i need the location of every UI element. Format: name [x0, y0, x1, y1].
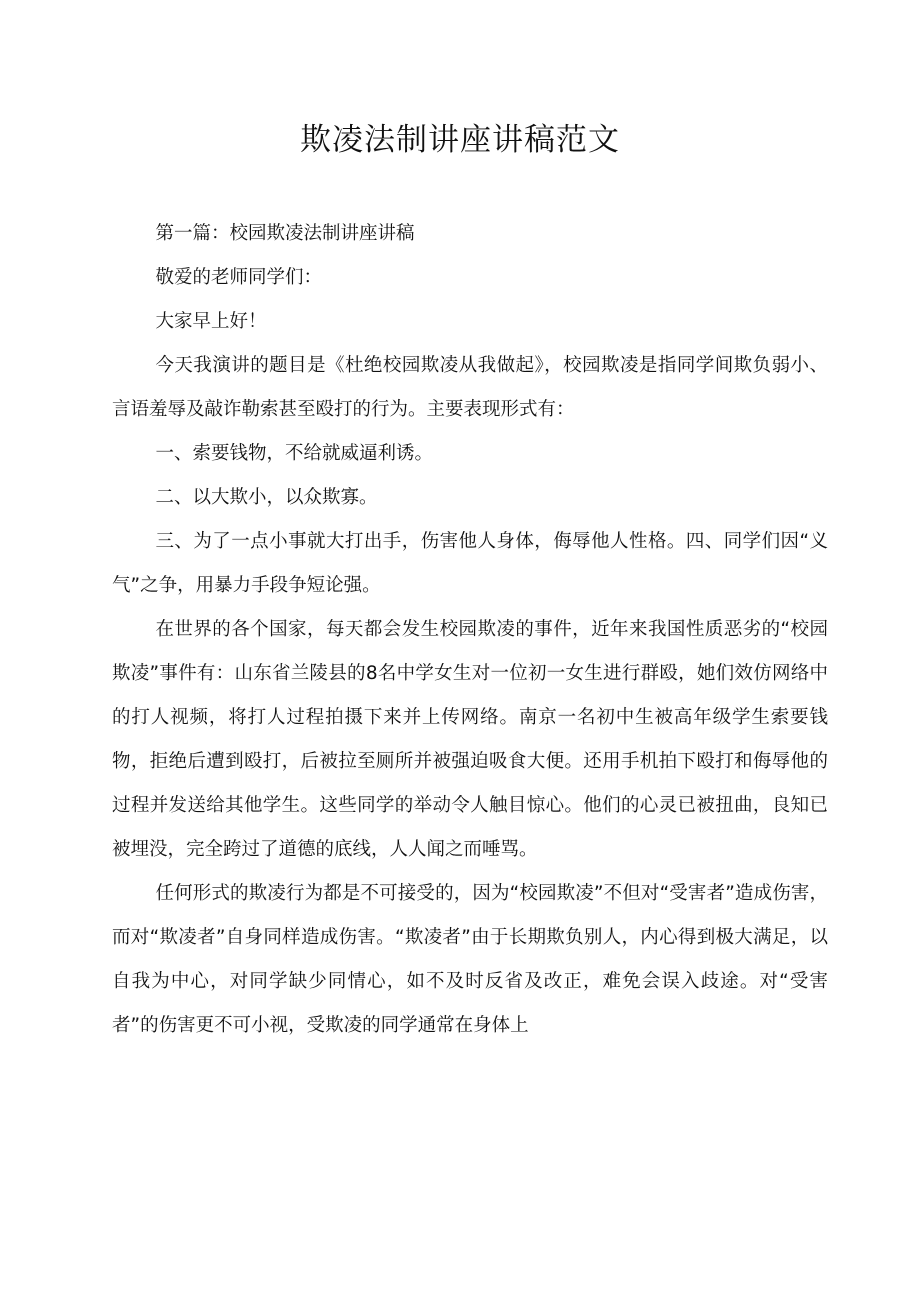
body-paragraph: 三、为了一点小事就大打出手，伤害他人身体，侮辱他人性格。四、同学们因“义气”之争，用暴力手段争短论强。 [112, 531, 828, 596]
body-paragraph: 在世界的各个国家，每天都会发生校园欺凌的事件，近年来我国性质恶劣的“校园欺凌”事件有：山东省兰陵县的8名中学女生对一位初一女生进行群殴，她们效仿网络中的打人视频，将打人过程拍摄下来并上传网络。南京一名初中生被高年级学生索要钱物，拒绝后遭到殴打，后被拉至厕所并被强迫吸食大便。还用手机拍下殴打和侮辱他的过程并发送给其他学生。这些同学的举动令人触目惊心。他们的心灵已被扭曲，良知已被埋没，完全跨过了道德的底线，人人闻之而唾骂。 [112, 619, 828, 860]
greeting: 大家早上好！ [155, 311, 267, 332]
section-heading: 第一篇：校园欺凌法制讲座讲稿 [155, 223, 415, 244]
body-paragraph: 今天我演讲的题目是《杜绝校园欺凌从我做起》，校园欺凌是指同学间欺负弱小、言语羞辱及敲诈勒索甚至殴打的行为。主要表现形式有： [112, 355, 828, 420]
document-title: 欺凌法制讲座讲稿范文 [300, 122, 620, 158]
body-paragraph: 一、索要钱物，不给就威逼利诱。 [155, 443, 433, 464]
body-paragraph: 二、以大欺小，以众欺寡。 [155, 487, 378, 508]
body-paragraph: 任何形式的欺凌行为都是不可接受的，因为“校园欺凌”不但对“受害者”造成伤害，而对“欺凌者”自身同样造成伤害。“欺凌者”由于长期欺负别人，内心得到极大满足，以自我为中心，对同学缺少同情心，如不及时反省及改正，难免会误入歧途。对“受害者”的伤害更不可小视，受欺凌的同学通常在身体上 [112, 883, 828, 1036]
salutation: 敬爱的老师同学们： [155, 267, 322, 288]
document-body [112, 212, 828, 1048]
